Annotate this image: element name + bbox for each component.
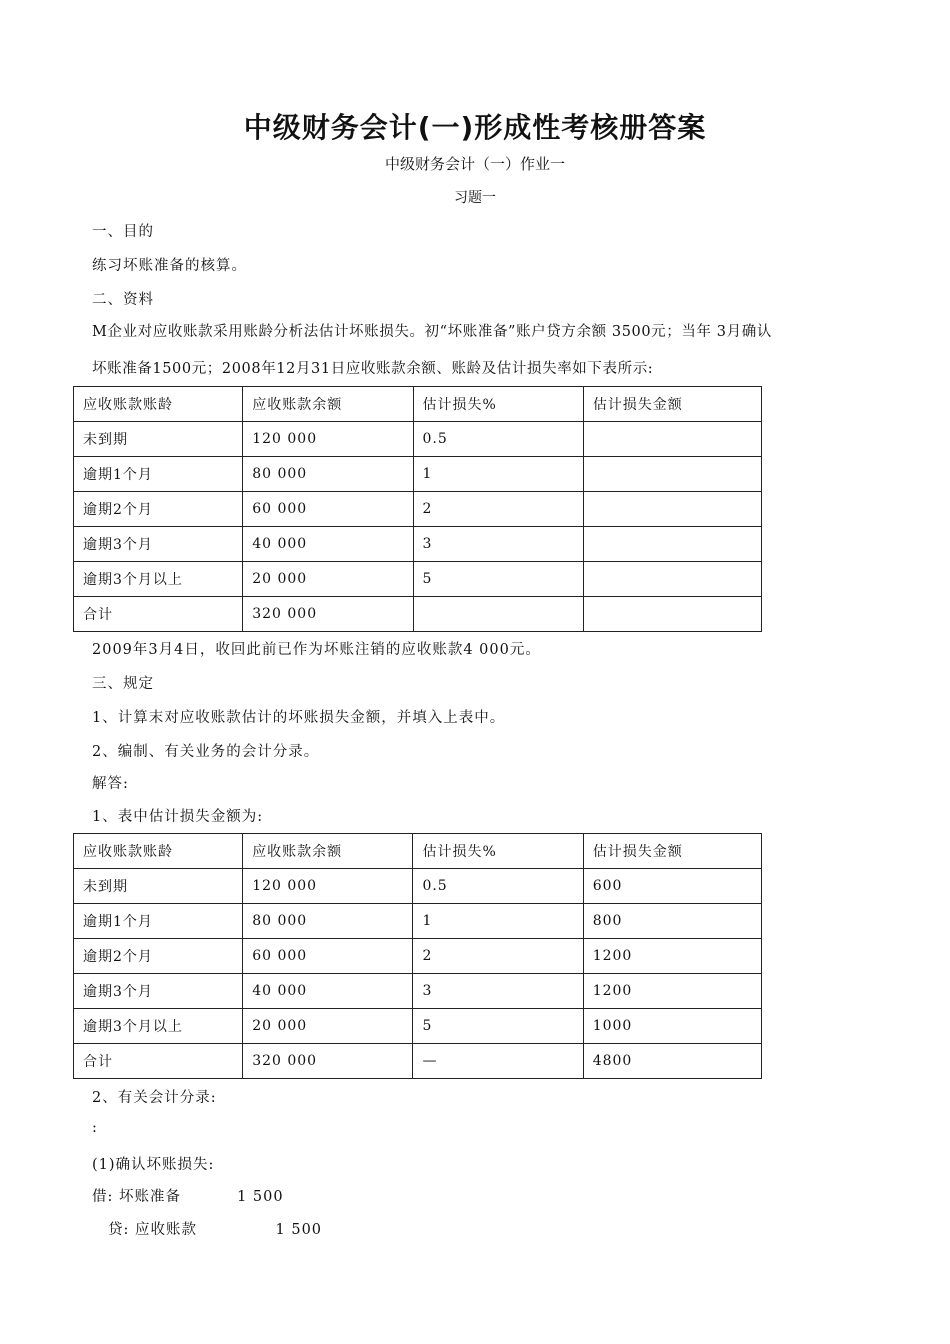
table-row [74, 422, 762, 457]
table-cell [583, 527, 761, 562]
table-cell: 1200 [583, 974, 761, 1009]
table-row [74, 562, 762, 597]
table-row [74, 597, 762, 632]
table-cell: 1 [413, 904, 583, 939]
table-cell: 4800 [583, 1044, 761, 1079]
table-row [74, 1044, 762, 1079]
answer-aging-table [73, 833, 762, 1079]
table-cell [583, 562, 761, 597]
table-cell: — [413, 1044, 583, 1079]
document-title: 中级财务会计(一)形成性考核册答案 [243, 111, 707, 144]
table-header-cell: 应收账款余额 [243, 834, 413, 869]
table-cell: 逾期3个月 [74, 527, 243, 562]
section-purpose-heading: 一、目的 [92, 224, 154, 240]
entry-1-label: (1)确认坏账损失: [92, 1157, 215, 1173]
table-row [74, 1009, 762, 1044]
answer-1-heading: 1、表中估计损失金额为: [92, 809, 264, 825]
table-cell: 逾期2个月 [74, 939, 243, 974]
material-line-2: 坏账准备1500元；2008年12月31日应收账款余额、账龄及估计损失率如下表所示: [92, 361, 654, 377]
table-header-cell: 估计损失% [413, 834, 583, 869]
table-cell: 40 000 [243, 974, 413, 1009]
entry-1-debit: 借: 坏账准备 1 500 [92, 1189, 284, 1205]
table-header-cell: 估计损失% [413, 387, 583, 422]
table-cell [583, 597, 761, 632]
section-requirements-heading: 三、规定 [92, 676, 154, 692]
colon-line: : [92, 1120, 98, 1136]
table-row [74, 939, 762, 974]
table-row [74, 527, 762, 562]
table-cell: 合计 [74, 1044, 243, 1079]
table-cell: 120 000 [243, 422, 413, 457]
table-cell: 20 000 [243, 1009, 413, 1044]
table-cell: 5 [413, 1009, 583, 1044]
table-cell [583, 457, 761, 492]
collection-note: 2009年3月4日，收回此前已作为坏账注销的应收账款4 000元。 [92, 642, 541, 658]
table-cell: 1200 [583, 939, 761, 974]
table-cell: 1000 [583, 1009, 761, 1044]
table-cell: 60 000 [243, 492, 413, 527]
aging-table [73, 386, 762, 632]
table-cell: 逾期3个月 [74, 974, 243, 1009]
table-row [74, 457, 762, 492]
table-cell: 20 000 [243, 562, 413, 597]
section-purpose-text: 练习坏账准备的核算。 [92, 258, 247, 274]
table-cell: 600 [583, 869, 761, 904]
table-cell: 800 [583, 904, 761, 939]
table-header-cell: 估计损失金额 [583, 387, 761, 422]
table-cell: 3 [413, 974, 583, 1009]
table-cell: 逾期1个月 [74, 904, 243, 939]
table-cell: 1 [413, 457, 583, 492]
table-header-cell: 应收账款账龄 [74, 834, 243, 869]
table-row [74, 904, 762, 939]
table-cell: 320 000 [243, 597, 413, 632]
table-cell: 未到期 [74, 422, 243, 457]
table-cell: 80 000 [243, 457, 413, 492]
table-cell: 0.5 [413, 869, 583, 904]
assignment-subtitle: 中级财务会计（一）作业一 [384, 155, 565, 173]
table-cell [413, 597, 583, 632]
table-row [74, 974, 762, 1009]
table-cell [583, 422, 761, 457]
answer-label: 解答: [92, 776, 129, 792]
table-cell: 合计 [74, 597, 243, 632]
table-cell: 320 000 [243, 1044, 413, 1079]
table-header-cell: 应收账款账龄 [74, 387, 243, 422]
requirement-1: 1、计算末对应收账款估计的坏账损失金额，并填入上表中。 [92, 710, 506, 726]
material-line-1: M企业对应收账款采用账龄分析法估计坏账损失。初“坏账准备”账户贷方余额 3500元；当年 3月确认 [92, 324, 772, 340]
entry-1-credit: 贷: 应收账款 1 500 [108, 1222, 323, 1238]
table-cell: 3 [413, 527, 583, 562]
table-cell: 0.5 [413, 422, 583, 457]
table-row [74, 869, 762, 904]
table-row [74, 492, 762, 527]
section-material-heading: 二、资料 [92, 292, 154, 308]
table-cell: 逾期2个月 [74, 492, 243, 527]
table-cell: 未到期 [74, 869, 243, 904]
table-header-cell: 应收账款余额 [243, 387, 413, 422]
requirement-2: 2、编制、有关业务的会计分录。 [92, 744, 320, 760]
table-cell [583, 492, 761, 527]
table-cell: 逾期3个月以上 [74, 1009, 243, 1044]
table-cell: 80 000 [243, 904, 413, 939]
answer-2-heading: 2、有关会计分录: [92, 1090, 217, 1106]
table-cell: 120 000 [243, 869, 413, 904]
table-cell: 5 [413, 562, 583, 597]
exercise-heading: 习题一 [454, 190, 496, 206]
table-cell: 逾期3个月以上 [74, 562, 243, 597]
table-cell: 2 [413, 492, 583, 527]
table-cell: 2 [413, 939, 583, 974]
table-header-cell: 估计损失金额 [583, 834, 761, 869]
table-cell: 60 000 [243, 939, 413, 974]
table-header-row [74, 387, 762, 422]
table-cell: 逾期1个月 [74, 457, 243, 492]
table-cell: 40 000 [243, 527, 413, 562]
table-header-row [74, 834, 762, 869]
